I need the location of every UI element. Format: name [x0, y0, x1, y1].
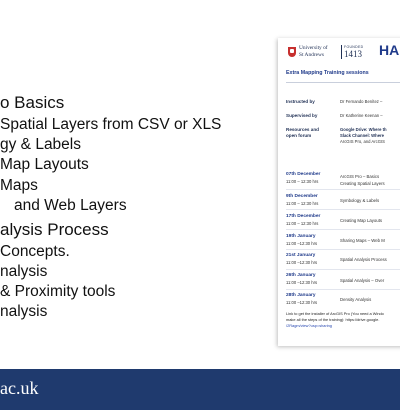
divider [286, 229, 400, 230]
session-time: 11:00 –12:30 hrs [286, 260, 318, 265]
divider [286, 269, 400, 270]
installer-note: make all the steps of the training): https://drive.google. [286, 317, 380, 322]
installer-link[interactable]: /2Ragm/view?usp=sharing [286, 323, 332, 328]
outline-item: Map Layouts [0, 156, 89, 173]
session-date: 21st January [286, 253, 316, 258]
divider [286, 209, 400, 210]
poster-title: Extra Mapping Training sessions [286, 70, 369, 76]
resources-line: Google Drive: Where th [340, 127, 387, 132]
footer-bar [0, 369, 400, 410]
outline-item: and Web Layers [14, 197, 127, 214]
divider [286, 289, 400, 290]
session-date: 19th January [286, 234, 316, 239]
outline-item: Maps [0, 177, 38, 194]
session-topic: Creating Spatial Layers [340, 181, 385, 186]
poster-heading: HA [379, 42, 400, 58]
outline-item: gy & Labels [0, 136, 81, 153]
outline-item: Spatial Layers from CSV or XLS [0, 116, 222, 133]
session-topic: Spatial Analysis – Over [340, 278, 385, 283]
outline-item: alysis Process [0, 220, 109, 239]
session-topic: Density Analysis [340, 297, 372, 302]
training-poster [278, 38, 400, 346]
session-time: 11:00 – 12:30 hrs [286, 201, 319, 206]
outline-item: nalysis [0, 303, 48, 320]
outline-item: o Basics [0, 93, 65, 112]
divider [286, 82, 400, 83]
divider [286, 189, 400, 190]
session-topic: Creating Map Layouts [340, 218, 383, 223]
outline-item: Concepts. [0, 243, 70, 260]
resources-label: Resources and [286, 127, 319, 132]
session-date: 07th December [286, 172, 321, 177]
session-topic: Symbology & Labels [340, 198, 380, 203]
session-date: 28th January [286, 293, 316, 298]
session-date: 26th January [286, 273, 316, 278]
outline-item: nalysis [0, 263, 48, 280]
outline-item: & Proximity tools [0, 283, 116, 300]
installer-note: Link to get the installer of ArcGIS Pro (You need a Windo [286, 311, 384, 316]
university-crest-icon [288, 47, 296, 57]
session-time: 11:00 –12:30 hrs [286, 300, 318, 305]
session-time: 11:00 – 12:30 hrs [286, 221, 319, 226]
session-time: 11:00 – 12:30 hrs [286, 179, 319, 184]
resources-label-line2: open forum [286, 133, 312, 138]
session-time: 11:00 –12:30 hrs [286, 241, 318, 246]
instructed-by-value: Dr Fernando Benítez – [340, 99, 383, 104]
session-date: 17th December [286, 214, 321, 219]
session-time: 11:00 –12:30 hrs [286, 280, 318, 285]
session-topic: Spatial Analysis Process [340, 257, 387, 262]
session-date: 9th December [286, 194, 318, 199]
resources-line: Slack Channel: Where [340, 133, 384, 138]
resources-line: ArcGIS Pro, and ArcGIS [340, 139, 385, 144]
supervised-by-label: Supervised by [286, 113, 318, 118]
footer-url: ac.uk [0, 378, 39, 398]
supervised-by-value: Dr Katherine Keenan – [340, 113, 383, 118]
divider [286, 249, 400, 250]
founded-year: 1413 [344, 49, 362, 59]
founded-label: FOUNDED [344, 45, 364, 49]
university-name: University of St Andrews [299, 45, 328, 58]
session-topic: Sharing Maps – Web M [340, 238, 385, 243]
logo-divider [341, 45, 342, 59]
session-topic: ArcGIS Pro – Basics [340, 174, 380, 179]
instructed-by-label: Instructed by [286, 99, 315, 104]
